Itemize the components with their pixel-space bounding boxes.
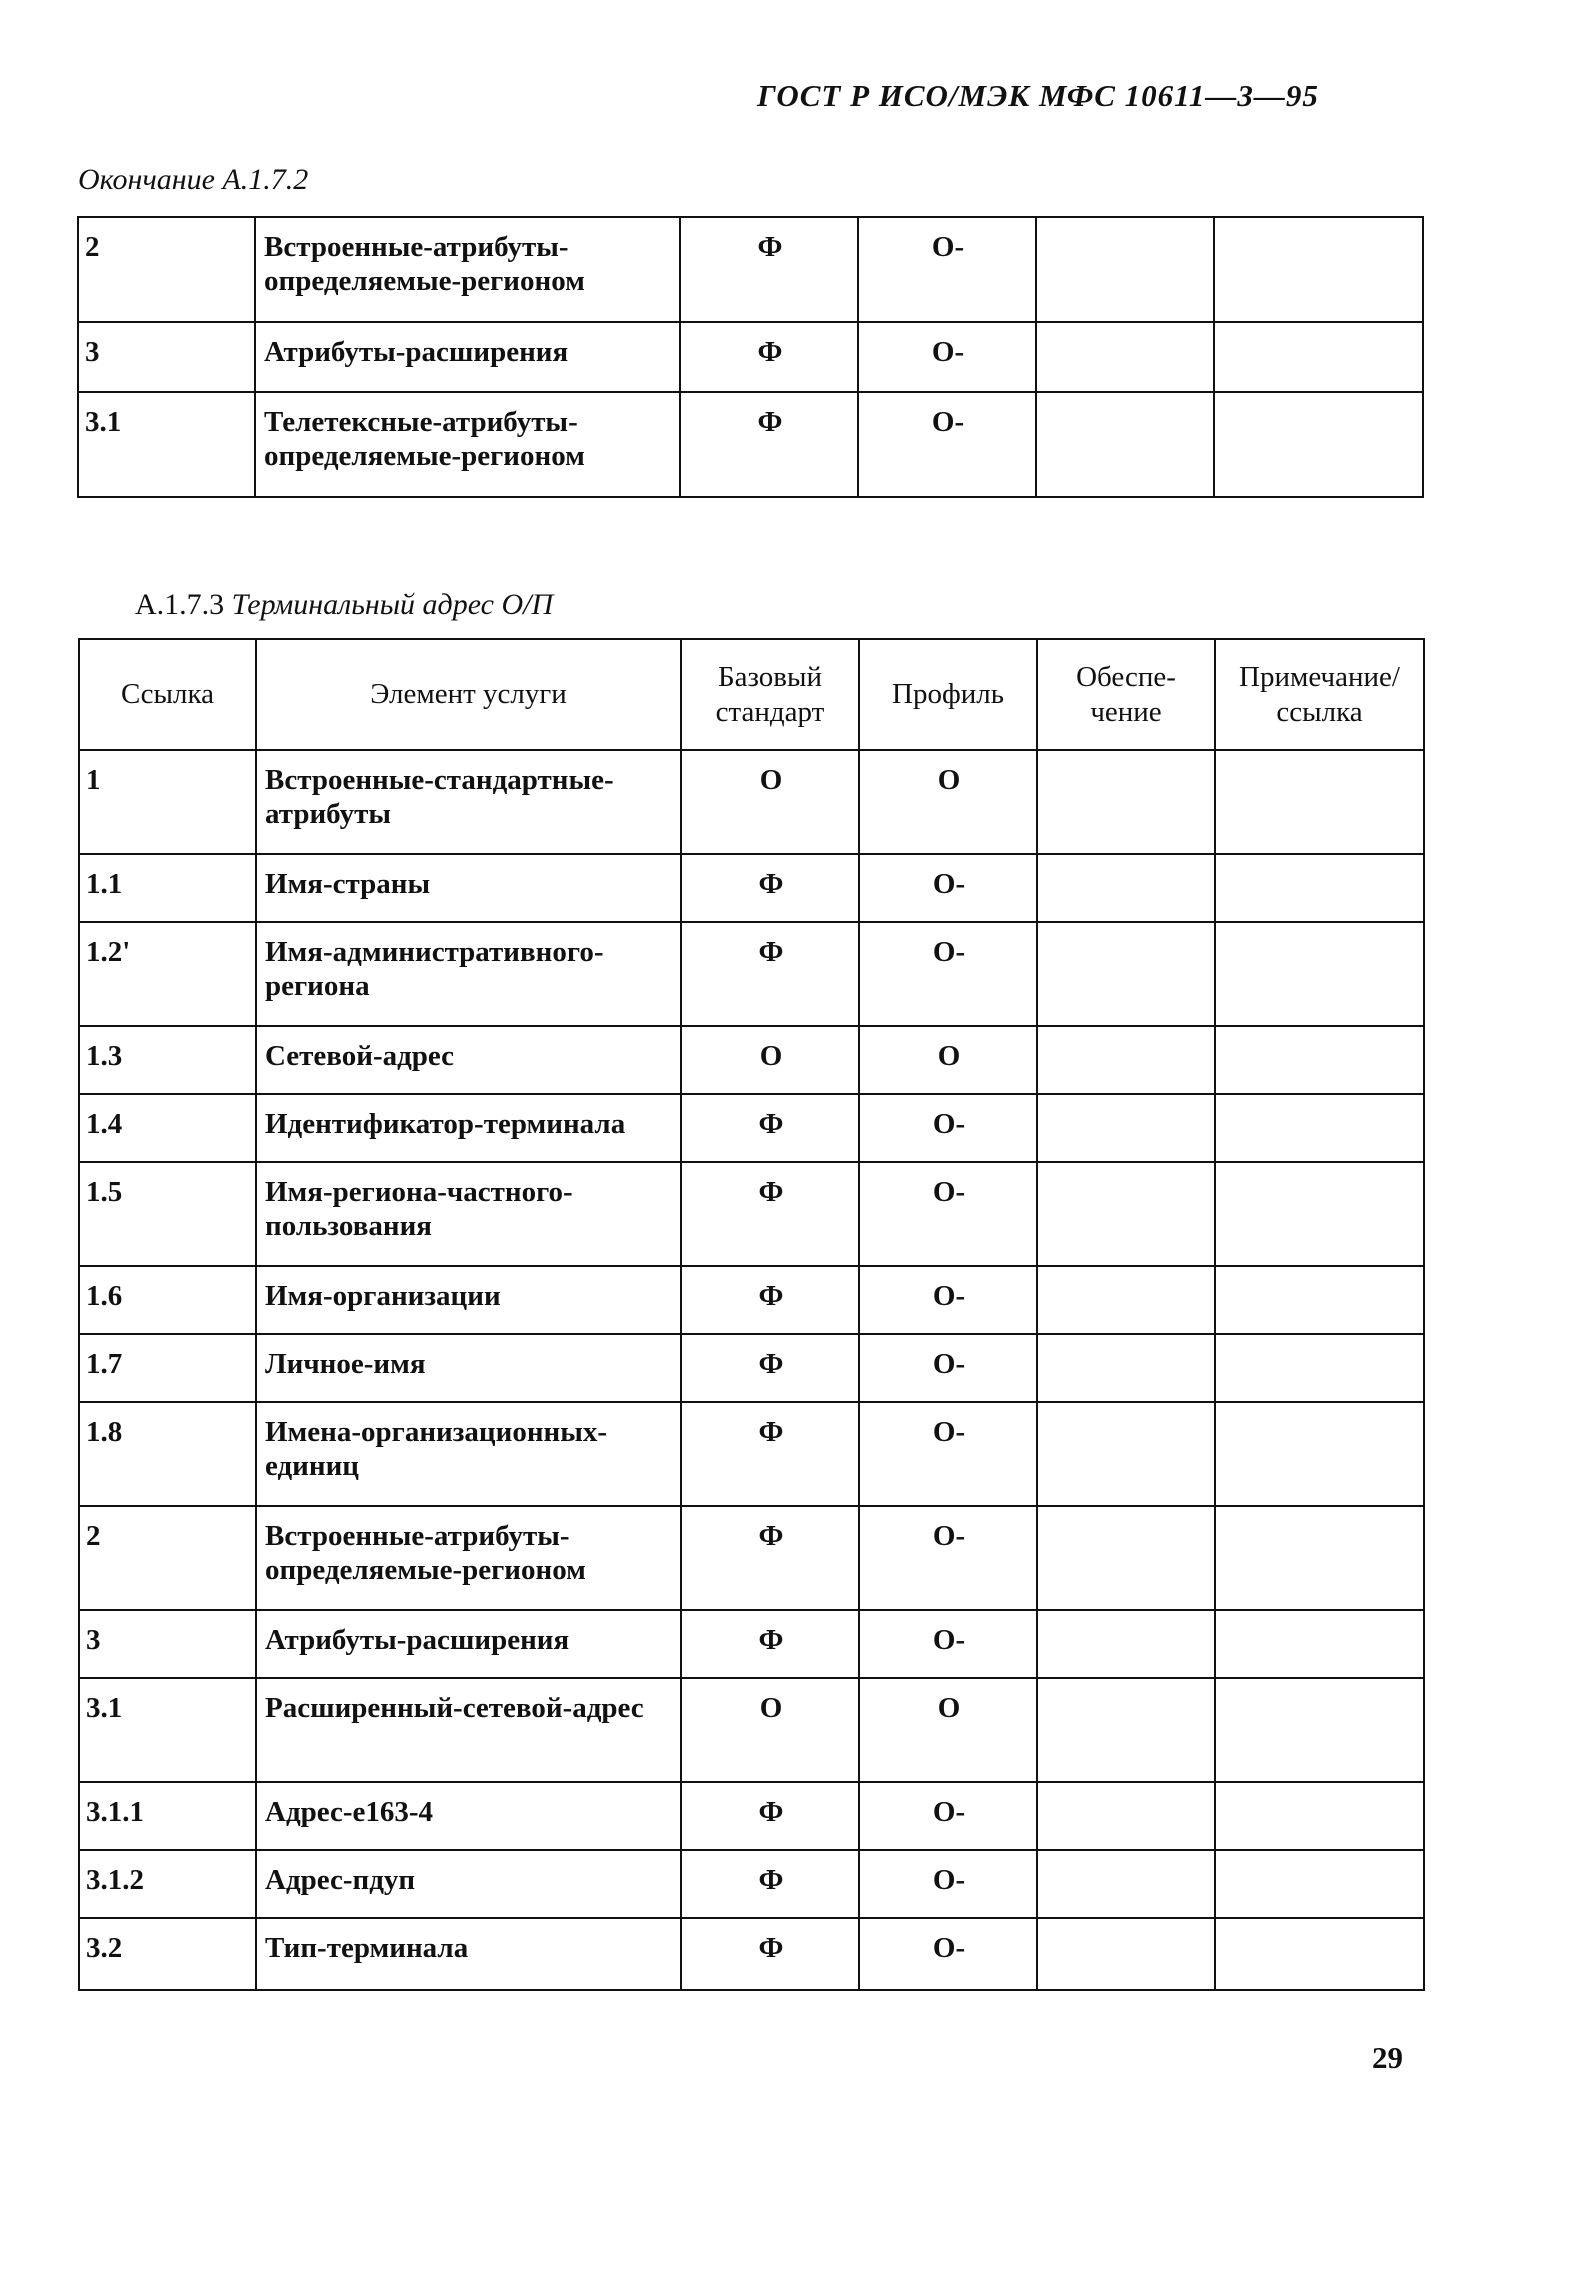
table-row [79, 1094, 1424, 1162]
table-row [78, 322, 1423, 392]
support-cell [1037, 1850, 1215, 1918]
ref-cell: 2 [78, 217, 255, 322]
note-cell [1215, 750, 1424, 854]
profile-cell: О- [859, 1918, 1037, 1990]
note-cell [1214, 217, 1423, 322]
element-cell: Адрес-е163-4 [256, 1782, 681, 1850]
table-row [79, 1850, 1424, 1918]
base-standard-cell: О [681, 1678, 859, 1782]
element-cell: Имя-административного-региона [256, 922, 681, 1026]
header-profile: Профиль [859, 639, 1037, 750]
note-cell [1215, 1334, 1424, 1402]
support-cell [1036, 322, 1214, 392]
note-cell [1215, 1678, 1424, 1782]
table-row [79, 854, 1424, 922]
table-row [79, 1610, 1424, 1678]
header-base-standard: Базовый стандарт [681, 639, 859, 750]
element-cell: Имя-страны [256, 854, 681, 922]
support-cell [1037, 1266, 1215, 1334]
ref-cell: 1 [79, 750, 256, 854]
continuation-label: Окончание А.1.7.2 [78, 163, 309, 196]
ref-cell: 3 [78, 322, 255, 392]
note-cell [1215, 854, 1424, 922]
base-standard-cell: Ф [681, 1334, 859, 1402]
support-cell [1037, 1506, 1215, 1610]
note-cell [1214, 392, 1423, 497]
note-cell [1215, 1026, 1424, 1094]
table-row [79, 1334, 1424, 1402]
profile-cell: О- [859, 1610, 1037, 1678]
profile-cell: О- [858, 392, 1036, 497]
profile-cell: О- [858, 322, 1036, 392]
table-row [79, 750, 1424, 854]
element-cell: Тип-терминала [256, 1918, 681, 1990]
profile-cell: О [859, 750, 1037, 854]
base-standard-cell: Ф [681, 1094, 859, 1162]
base-standard-cell: Ф [681, 1918, 859, 1990]
ref-cell: 3 [79, 1610, 256, 1678]
note-cell [1215, 1094, 1424, 1162]
element-cell: Встроенные-атрибуты-определяемые-регионом [255, 217, 680, 322]
note-cell [1215, 922, 1424, 1026]
support-cell [1037, 750, 1215, 854]
table-row [79, 922, 1424, 1026]
base-standard-cell: Ф [681, 1162, 859, 1266]
element-cell: Встроенные-атрибуты-определяемые-регионом [256, 1506, 681, 1610]
header-element: Элемент услуги [256, 639, 681, 750]
support-cell [1037, 854, 1215, 922]
support-cell [1037, 1678, 1215, 1782]
table-row [79, 1162, 1424, 1266]
header-note: Примечание/ссылка [1215, 639, 1424, 750]
support-cell [1037, 1334, 1215, 1402]
base-standard-cell: О [681, 1026, 859, 1094]
base-standard-cell: Ф [680, 392, 858, 497]
table-row [79, 1026, 1424, 1094]
element-cell: Личное-имя [256, 1334, 681, 1402]
base-standard-cell: Ф [681, 854, 859, 922]
ref-cell: 1.5 [79, 1162, 256, 1266]
support-cell [1037, 1610, 1215, 1678]
profile-cell: О- [859, 1506, 1037, 1610]
support-cell [1037, 1162, 1215, 1266]
ref-cell: 1.6 [79, 1266, 256, 1334]
element-cell: Расширенный-сетевой-адрес [256, 1678, 681, 1782]
ref-cell: 1.1 [79, 854, 256, 922]
section-name: Терминальный адрес О/П [231, 588, 554, 621]
element-cell: Атрибуты-расширения [255, 322, 680, 392]
document-header: ГОСТ Р ИСО/МЭК МФС 10611—3—95 [757, 78, 1319, 113]
note-cell [1215, 1918, 1424, 1990]
note-cell [1215, 1782, 1424, 1850]
base-standard-cell: Ф [681, 1506, 859, 1610]
ref-cell: 1.7 [79, 1334, 256, 1402]
section-title [135, 588, 553, 622]
table-row [78, 217, 1423, 322]
note-cell [1214, 322, 1423, 392]
support-cell [1037, 1094, 1215, 1162]
section-number: А.1.7.3 [135, 588, 225, 621]
base-standard-cell: Ф [681, 1782, 859, 1850]
base-standard-cell: Ф [680, 322, 858, 392]
profile-cell: О [859, 1026, 1037, 1094]
profile-cell: О- [859, 1850, 1037, 1918]
table-row [79, 1266, 1424, 1334]
element-cell: Идентификатор-терминала [256, 1094, 681, 1162]
base-standard-cell: Ф [680, 217, 858, 322]
profile-cell: О- [859, 1266, 1037, 1334]
terminal-address-table [78, 638, 1425, 1991]
profile-cell: О- [858, 217, 1036, 322]
element-cell: Имена-организационных-единиц [256, 1402, 681, 1506]
page-number: 29 [1372, 2040, 1403, 2075]
profile-cell: О- [859, 1782, 1037, 1850]
base-standard-cell: Ф [681, 1402, 859, 1506]
support-cell [1037, 1026, 1215, 1094]
base-standard-cell: О [681, 750, 859, 854]
note-cell [1215, 1162, 1424, 1266]
base-standard-cell: Ф [681, 1610, 859, 1678]
ref-cell: 3.1.2 [79, 1850, 256, 1918]
note-cell [1215, 1266, 1424, 1334]
table-row [79, 1678, 1424, 1782]
table-row [78, 392, 1423, 497]
profile-cell: О- [859, 854, 1037, 922]
support-cell [1036, 217, 1214, 322]
profile-cell: О- [859, 1334, 1037, 1402]
profile-cell: О- [859, 1162, 1037, 1266]
continuation-table [77, 216, 1424, 498]
support-cell [1037, 1782, 1215, 1850]
profile-cell: О- [859, 1094, 1037, 1162]
element-cell: Атрибуты-расширения [256, 1610, 681, 1678]
element-cell: Встроенные-стандартные-атрибуты [256, 750, 681, 854]
ref-cell: 1.2' [79, 922, 256, 1026]
support-cell [1037, 1402, 1215, 1506]
element-cell: Телетексные-атрибуты-определяемые-регионом [255, 392, 680, 497]
ref-cell: 1.3 [79, 1026, 256, 1094]
element-cell: Имя-организации [256, 1266, 681, 1334]
support-cell [1037, 922, 1215, 1026]
ref-cell: 1.8 [79, 1402, 256, 1506]
element-cell: Адрес-пдуп [256, 1850, 681, 1918]
table-row [79, 1506, 1424, 1610]
table-row [79, 1782, 1424, 1850]
profile-cell: О [859, 1678, 1037, 1782]
base-standard-cell: Ф [681, 1850, 859, 1918]
ref-cell: 2 [79, 1506, 256, 1610]
ref-cell: 3.1 [78, 392, 255, 497]
note-cell [1215, 1850, 1424, 1918]
table-row [79, 1918, 1424, 1990]
note-cell [1215, 1402, 1424, 1506]
header-ref: Ссылка [79, 639, 256, 750]
note-cell [1215, 1506, 1424, 1610]
note-cell [1215, 1610, 1424, 1678]
ref-cell: 3.1.1 [79, 1782, 256, 1850]
ref-cell: 3.1 [79, 1678, 256, 1782]
ref-cell: 1.4 [79, 1094, 256, 1162]
base-standard-cell: Ф [681, 922, 859, 1026]
support-cell [1037, 1918, 1215, 1990]
table-header-row [79, 639, 1424, 750]
profile-cell: О- [859, 1402, 1037, 1506]
element-cell: Сетевой-адрес [256, 1026, 681, 1094]
table-row [79, 1402, 1424, 1506]
header-support: Обеспе-чение [1037, 639, 1215, 750]
support-cell [1036, 392, 1214, 497]
ref-cell: 3.2 [79, 1918, 256, 1990]
element-cell: Имя-региона-частного-пользования [256, 1162, 681, 1266]
base-standard-cell: Ф [681, 1266, 859, 1334]
profile-cell: О- [859, 922, 1037, 1026]
